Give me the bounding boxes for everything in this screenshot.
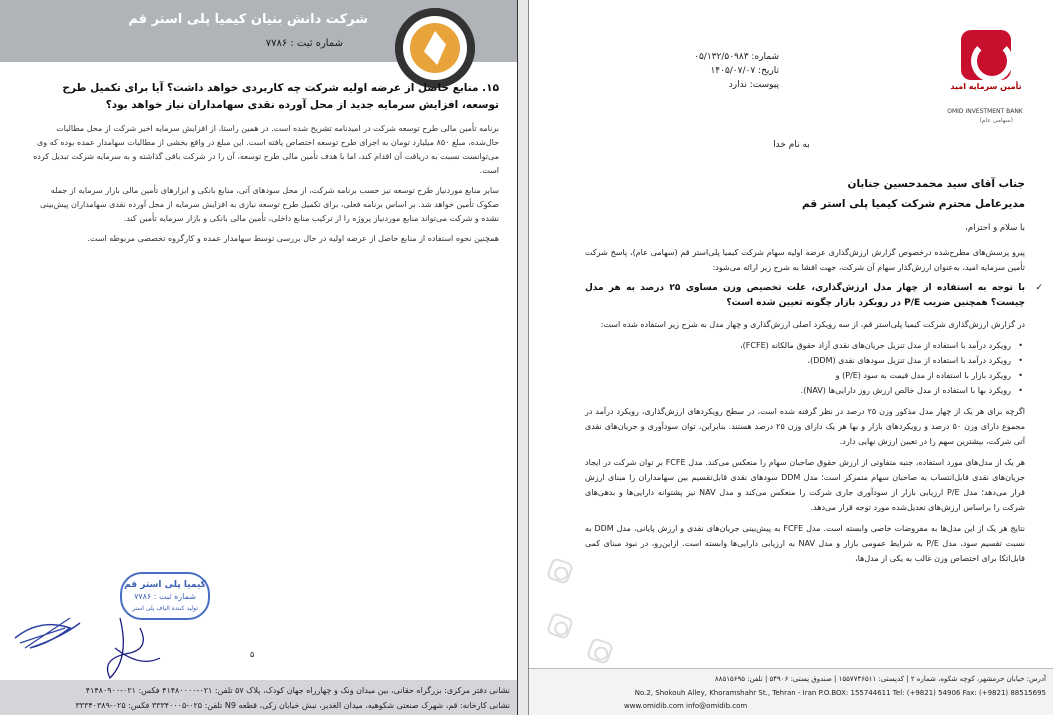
watermark-icon: [586, 637, 614, 665]
valuation-question: ✓ با توجه به استفاده از چهار مدل ارزش‌گذاری، علت تخصیص وزن مساوی ۲۵ درصد به هر مدل چیست؟ همچنین ضریب P/E در رویکرد بازار چگونه تعیین شده است؟: [585, 283, 1043, 308]
check-icon: ✓: [1035, 283, 1043, 293]
right-letter-body: [585, 245, 1043, 572]
answer-intro: در گزارش ارزش‌گذاری شرکت کیمیا پلی‌استر قم، از سه رویکرد اصلی ارزش‌گذاری و چهار مدل به شرح زیر استفاده شده است:: [600, 320, 1025, 329]
models-paragraph: هر یک از مدل‌های مورد استفاده، جنبه متفاوتی از ارزش حقوق صاحبان سهام را منعکس می‌کند. مدل FCFE بر توان شرکت در ایجاد جریان‌های نقدی قابل‌انتساب به صاحبان سهام متمرکز است؛ مدل DDM سودهای نقدی قابل‌تقسیم بین سهامداران را مبنای ارزش قرار می‌دهد؛ مدل P/E ارزیابی بازار از سودآوری جاری شرکت را منعکس می‌کند و مدل NAV نیز پشتوانه دارایی‌ها و بدهی‌های شرکت را براساس ارزش‌های تعدیل‌شده مورد توجه قرار می‌دهد.: [585, 458, 1026, 512]
intro-paragraph: پیرو پرسش‌های مطرح‌شده درخصوص گزارش ارزش‌گذاری عرضه اولیه سهام شرکت کیمیا پلی‌استر قم (سهامی عام)، پاسخ شرکت تأمین سرمایه امید، به‌عنوان ارزش‌گذار سهام آن شرکت، جهت افشا به شرح زیر ارائه می‌شود:: [585, 248, 1025, 272]
letter-meta: [659, 50, 779, 92]
letter-number: شماره: ۰۵/۱۳۲/۵۰۹۸۳: [694, 52, 779, 62]
factory-address: نشانی کارخانه: قم، شهرک صنعتی شکوهیه، میدان الغدیر، نبش خیابان زکی، قطعه N9 تلفن: ۰۲۵-۳۳۳۴۰۰۰۵ فکس: ۰۲۵-۳۳۳۴۰۳۸۹: [75, 701, 510, 710]
letter-attachment: پیوست: ندارد: [728, 80, 779, 90]
left-answer-body: [29, 122, 499, 252]
recipient-name: جناب آقای سید محمدحسین جنابان: [847, 178, 1025, 190]
right-letter-page: [528, 0, 1053, 715]
omid-investment-bank-logo: [947, 30, 1025, 92]
greeting: با سلام و احترام،: [965, 223, 1025, 233]
recipient-title: مدیرعامل محترم شرکت کیمیا پلی استر قم: [802, 198, 1025, 210]
answer-paragraph: برنامه تأمین مالی طرح توسعه شرکت در امیدنامه تشریح شده است. در همین راستا، از افزایش سرمایه اخیر شرکت از محل مطالبات حال‌شده، مبلغ ۸۵۰ میلیارد تومان به اجرای طرح توسعه اختصاص یافته است. این مبلغ در واقع بخشی از مطالبات سهامدار عمده بوده که وی می‌توانست نسبت به دریافت آن اقدام کند، اما با هدف تأمین مالی طرح توسعه، آن را در شرکت باقی گذاشته و به سرمایه شرکت تبدیل کرده است.: [33, 124, 499, 175]
registration-number: شماره ثبت : ۷۷۸۶: [265, 38, 343, 49]
question-15-title: ۱۵. منابع حاصل از عرضه اولیه شرکت چه کاربردی خواهد داشت؟ آیا برای تکمیل طرح توسعه، افزایش سرمایه جدید از محل آورده نقدی سهامداران نیاز خواهد بود؟: [62, 82, 499, 111]
page-gap: [518, 0, 528, 715]
valuation-models-list: [585, 338, 1025, 398]
list-item: • رویکرد بها با استفاده از مدل خالص ارزش روز دارایی‌ها (NAV).: [585, 383, 1011, 398]
signature-icon: [10, 598, 250, 688]
bismillah: به نام خدا: [773, 140, 810, 150]
weights-paragraph: اگرچه برای هر یک از چهار مدل مذکور وزن ۲۵ درصد در نظر گرفته شده است، در سطح رویکردهای ارزش‌گذاری، رویکرد درآمد در مجموع دارای وزن ۵۰ درصد و رویکردهای بازار و بها هر یک دارای وزن ۲۵ درصد هستند. بنابراین، توان سودآوری و جریان‌های نقدی آتی شرکت، بیشترین سهم را در تعیین ارزش نهایی دارد.: [585, 407, 1026, 446]
omid-logo-icon: [961, 30, 1011, 80]
logo-persian-name: تأمین سرمایه امید: [950, 82, 1022, 91]
answer-paragraph: همچنین نحوه استفاده از منابع حاصل از عرضه اولیه در حال بررسی توسط سهامدار عمده و کارگروه تخصصی مربوطه است.: [87, 234, 499, 243]
page-number: ۵: [250, 650, 255, 659]
stamp-tagline: تولید کننده الیاف پلی استر: [132, 605, 198, 612]
head-office-address: نشانی دفتر مرکزی: بزرگراه حقانی، بین میدان ونک و چهارراه جهان کودک، پلاک ۵۷ تلفن: ۰۲۱-۴۱۴۸۰۰۰۰ فکس: ۰۲۱-۴۱۴۸۰۹۰۰: [85, 686, 510, 695]
company-name: شرکت دانش بنیان کیمیا پلی استر قم: [128, 12, 368, 27]
kimia-polyester-logo-icon: [395, 8, 475, 88]
list-item: • رویکرد درآمد با استفاده از مدل تنزیل جریان‌های نقدی آزاد حقوق مالکانه (FCFE)،: [585, 338, 1011, 353]
footer-website: www.omidib.com info@omidib.com: [624, 702, 748, 710]
list-item: • رویکرد درآمد با استفاده از مدل تنزیل سودهای نقدی (DDM)،: [585, 353, 1011, 368]
watermark-icon: [546, 612, 574, 640]
right-footer: [529, 668, 1053, 715]
left-footer: [0, 680, 518, 715]
list-item: • رویکرد بازار با استفاده از مدل قیمت به سود (P/E) و: [585, 368, 1011, 383]
answer-paragraph: سایر منابع موردنیاز طرح توسعه نیز حسب برنامه شرکت، از محل سودهای آتی، منابع بانکی و ابزارهای تأمین مالی بازار سرمایه از جمله صکوک تأمین خواهد شد. بر اساس برنامه فعلی، برای تکمیل طرح توسعه نیازی به افزایش سرمایه از محل آورده نقدی سهامداران پیش‌بینی نشده و شرکت می‌تواند منابع موردنیاز پروژه را از ترکیب منابع داخلی، تأمین مالی بانکی و بازار سرمایه تأمین کند.: [39, 186, 499, 223]
footer-address: آدرس: خیابان خرمشهر، کوچه شکوه، شماره ۲ | کدپستی: ۱۵۵۷۷۴۶۵۱۱ | صندوق پستی: ۵۴۹۰۶ | تلفن: ۸۸۵۱۵۶۹۵: [714, 675, 1046, 683]
stamp-registration: شماره ثبت : ۷۷۸۶: [134, 592, 196, 601]
footer-english-address: No.2, Shokouh Alley, Khoramshahr St., Tehran - Iran P.O.BOX: 155744611 Tel: (+9821) 54906 Fax: (+9821) 88515695: [634, 689, 1046, 697]
left-letter-page: [0, 0, 518, 715]
logo-english-name: OMID INVESTMENT BANK: [947, 108, 1023, 115]
logo-subtitle: (سهامی عام): [979, 117, 1013, 124]
stamp-name: کیمیا پلی استر قم: [124, 580, 206, 590]
assumptions-paragraph: نتایج هر یک از این مدل‌ها به مفروضات خاصی وابسته است. مدل FCFE به پیش‌بینی جریان‌های نقدی و ارزش پایانی، مدل DDM به نسبت تقسیم سود، مدل P/E به شرایط عمومی بازار و مدل NAV به ارزیابی دارایی‌ها وابسته است. ازاین‌رو، در نبود مبنای کمی قابل‌اتکا برای اختصاص وزن غالب به یکی از مدل‌ها،: [585, 524, 1025, 563]
watermark-icon: [546, 557, 574, 585]
letter-date: تاریخ: ۱۴۰۵/۰۷/۰۷: [710, 66, 779, 76]
